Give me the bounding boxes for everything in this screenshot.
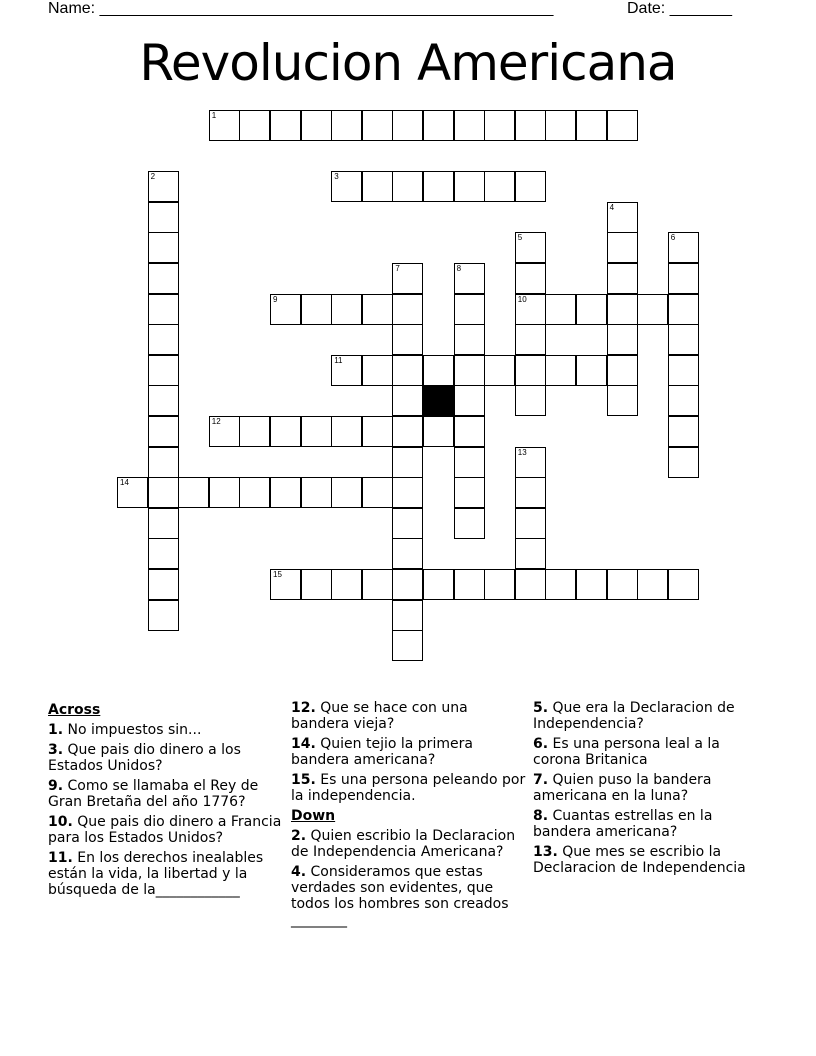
clue-text: Que pais dio dinero a Francia para los Estados Unidos? (48, 814, 282, 846)
clue-text: Consideramos que estas verdades son evidentes, que todos los hombres son creados ________ (291, 864, 509, 928)
grid-cell[interactable] (454, 385, 485, 416)
grid-cell[interactable] (362, 110, 393, 141)
cell-number: 1 (211, 111, 217, 120)
grid-cell[interactable] (454, 447, 485, 478)
grid-cell[interactable] (301, 477, 332, 508)
clue-down-4 (291, 864, 526, 928)
grid-cell[interactable] (301, 110, 332, 141)
cell-number: 14 (120, 478, 129, 488)
grid-cell[interactable] (392, 538, 423, 569)
grid-cell[interactable] (392, 110, 423, 141)
grid-cell[interactable] (515, 263, 546, 294)
clue-number: 6. (533, 736, 549, 752)
grid-cell[interactable] (454, 477, 485, 508)
grid-cell[interactable] (576, 569, 607, 600)
grid-cell[interactable] (392, 569, 423, 600)
clue-text: Que mes se escribio la Declaracion de Independencia (533, 844, 746, 876)
grid-cell[interactable] (515, 355, 546, 386)
clue-text: Que se hace con una bandera vieja? (291, 700, 468, 732)
grid-cell[interactable] (607, 232, 638, 263)
grid-cell[interactable] (545, 569, 576, 600)
grid-cell[interactable] (362, 294, 393, 325)
grid-cell[interactable] (239, 416, 270, 447)
grid-cell[interactable] (148, 385, 179, 416)
grid-cell[interactable] (454, 416, 485, 447)
grid-cell[interactable] (301, 569, 332, 600)
grid-cell[interactable] (423, 569, 454, 600)
clue-down-6 (533, 736, 768, 768)
grid-cell[interactable] (637, 294, 668, 325)
clues-column-2 (291, 700, 526, 932)
grid-cell[interactable] (668, 232, 699, 263)
grid-cell[interactable] (331, 416, 362, 447)
grid-cell[interactable] (392, 600, 423, 631)
grid-cell[interactable] (362, 477, 393, 508)
grid-cell[interactable] (331, 477, 362, 508)
grid-cell[interactable] (148, 294, 179, 325)
clue-number: 14. (291, 736, 316, 752)
grid-cell[interactable] (148, 538, 179, 569)
grid-cell[interactable] (607, 569, 638, 600)
clue-text: Que era la Declaracion de Independencia? (533, 700, 735, 732)
clue-number: 5. (533, 700, 549, 716)
grid-cell[interactable] (423, 171, 454, 202)
grid-cell[interactable] (668, 569, 699, 600)
grid-cell[interactable] (423, 110, 454, 141)
clue-across-3 (48, 742, 283, 774)
grid-cell[interactable] (668, 385, 699, 416)
clue-down-5 (533, 700, 768, 732)
grid-cell[interactable] (515, 294, 546, 325)
clue-text: Es una persona leal a la corona Britanica (533, 736, 720, 768)
grid-cell[interactable] (178, 477, 209, 508)
date-field[interactable]: Date: _______ (627, 0, 732, 17)
clues-column-1 (48, 700, 283, 902)
clue-text: Cuantas estrellas en la bandera americana? (533, 808, 713, 840)
grid-cell[interactable] (148, 202, 179, 233)
grid-cell[interactable] (515, 447, 546, 478)
grid-cell[interactable] (148, 416, 179, 447)
grid-cell[interactable] (270, 294, 301, 325)
clue-number: 10. (48, 814, 73, 830)
grid-cell[interactable] (423, 355, 454, 386)
cell-number: 15 (273, 570, 282, 579)
grid-cell[interactable] (515, 538, 546, 569)
cell-number: 5 (517, 233, 523, 243)
cell-number: 8 (456, 264, 462, 273)
grid-cell[interactable] (331, 171, 362, 202)
grid-cell[interactable] (454, 171, 485, 202)
grid-cell[interactable] (148, 324, 179, 355)
grid-cell[interactable] (331, 569, 362, 600)
grid-cell[interactable] (515, 477, 546, 508)
grid-cell[interactable] (117, 477, 148, 508)
grid-cell[interactable] (270, 477, 301, 508)
clue-number: 13. (533, 844, 558, 860)
grid-cell[interactable] (607, 355, 638, 386)
grid-cell[interactable] (301, 294, 332, 325)
grid-cell[interactable] (607, 385, 638, 416)
grid-cell[interactable] (607, 263, 638, 294)
grid-cell[interactable] (209, 110, 240, 141)
page-title: Revolucion Americana (139, 34, 677, 92)
clue-number: 8. (533, 808, 549, 824)
grid-cell[interactable] (392, 171, 423, 202)
grid-cell[interactable] (576, 294, 607, 325)
cell-number: 3 (334, 172, 339, 182)
grid-cell[interactable] (331, 110, 362, 141)
clue-number: 7. (533, 772, 549, 788)
black-cell (423, 385, 454, 416)
grid-cell[interactable] (454, 355, 485, 386)
grid-cell[interactable] (454, 110, 485, 141)
across-heading: Across (48, 702, 101, 718)
clue-number: 12. (291, 700, 316, 716)
grid-cell[interactable] (148, 600, 179, 631)
grid-cell[interactable] (515, 569, 546, 600)
clue-across-1 (48, 722, 283, 738)
grid-cell[interactable] (545, 110, 576, 141)
grid-cell[interactable] (515, 110, 546, 141)
grid-cell[interactable] (148, 477, 179, 508)
grid-cell[interactable] (362, 416, 393, 447)
grid-cell[interactable] (484, 110, 515, 141)
clue-text: En los derechos inealables están la vida, la libertad y la búsqueda de la____________ (48, 850, 264, 898)
clues-column-3 (533, 700, 768, 880)
grid-cell[interactable] (668, 263, 699, 294)
grid-cell[interactable] (515, 508, 546, 539)
clue-down-2 (291, 828, 526, 860)
grid-cell[interactable] (607, 110, 638, 141)
clue-across-12 (291, 700, 526, 732)
grid-cell[interactable] (362, 569, 393, 600)
grid-cell[interactable] (270, 110, 301, 141)
grid-cell[interactable] (301, 416, 332, 447)
clue-down-7 (533, 772, 768, 804)
clue-across-11 (48, 850, 283, 898)
clue-number: 4. (291, 864, 307, 880)
grid-cell[interactable] (423, 416, 454, 447)
cell-number: 9 (273, 294, 278, 304)
clue-text: Quien puso la bandera americana en la luna? (533, 772, 712, 804)
clue-text: Que pais dio dinero a los Estados Unidos? (48, 742, 241, 774)
grid-cell[interactable] (392, 416, 423, 447)
clue-text: Es una persona peleando por la independencia. (291, 772, 526, 804)
cell-number: 6 (670, 233, 676, 243)
grid-cell[interactable] (515, 232, 546, 263)
grid-cell[interactable] (545, 294, 576, 325)
grid-cell[interactable] (454, 324, 485, 355)
grid-cell[interactable] (392, 385, 423, 416)
clue-down-8 (533, 808, 768, 840)
grid-cell[interactable] (454, 263, 485, 294)
grid-cell[interactable] (392, 630, 423, 661)
grid-cell[interactable] (148, 263, 179, 294)
grid-cell[interactable] (668, 416, 699, 447)
grid-cell[interactable] (668, 324, 699, 355)
clue-across-9 (48, 778, 283, 810)
clue-number: 3. (48, 742, 64, 758)
grid-cell[interactable] (607, 324, 638, 355)
grid-cell[interactable] (392, 324, 423, 355)
grid-cell[interactable] (148, 447, 179, 478)
clue-number: 11. (48, 850, 73, 866)
grid-cell[interactable] (392, 477, 423, 508)
grid-cell[interactable] (607, 294, 638, 325)
cell-number: 13 (517, 447, 527, 457)
clue-across-15 (291, 772, 526, 804)
grid-cell[interactable] (392, 447, 423, 478)
grid-cell[interactable] (392, 355, 423, 386)
grid-cell[interactable] (331, 294, 362, 325)
grid-cell[interactable] (209, 477, 240, 508)
clue-number: 9. (48, 778, 64, 794)
clue-down-13 (533, 844, 768, 876)
clue-number: 2. (291, 828, 307, 844)
grid-cell[interactable] (209, 416, 240, 447)
grid-cell[interactable] (484, 569, 515, 600)
grid-cell[interactable] (668, 294, 699, 325)
grid-cell[interactable] (515, 324, 546, 355)
name-field[interactable]: Name: ___________________________________________________ (48, 0, 554, 17)
cell-number: 10 (517, 294, 527, 304)
grid-cell[interactable] (545, 355, 576, 386)
grid-cell[interactable] (148, 508, 179, 539)
cell-number: 11 (334, 355, 343, 365)
grid-cell[interactable] (148, 232, 179, 263)
grid-cell[interactable] (392, 508, 423, 539)
grid-cell[interactable] (331, 355, 362, 386)
grid-cell[interactable] (454, 508, 485, 539)
grid-cell[interactable] (484, 355, 515, 386)
clue-number: 1. (48, 722, 64, 738)
clue-text: Quien tejio la primera bandera americana? (291, 736, 473, 768)
grid-cell[interactable] (637, 569, 668, 600)
grid-cell[interactable] (239, 477, 270, 508)
clue-text: Como se llamaba el Rey de Gran Bretaña del año 1776? (48, 778, 259, 810)
grid-cell[interactable] (148, 569, 179, 600)
grid-cell[interactable] (454, 569, 485, 600)
grid-cell[interactable] (148, 355, 179, 386)
grid-cell[interactable] (239, 110, 270, 141)
grid-cell[interactable] (270, 569, 301, 600)
grid-cell[interactable] (668, 355, 699, 386)
grid-cell[interactable] (668, 447, 699, 478)
grid-cell[interactable] (362, 171, 393, 202)
grid-cell[interactable] (148, 171, 179, 202)
grid-cell[interactable] (576, 110, 607, 141)
cell-number: 12 (211, 417, 221, 426)
grid-cell[interactable] (392, 294, 423, 325)
grid-cell[interactable] (454, 294, 485, 325)
clue-across-14 (291, 736, 526, 768)
clue-text: Quien escribio la Declaracion de Independencia Americana? (291, 828, 516, 860)
grid-cell[interactable] (576, 355, 607, 386)
grid-cell[interactable] (515, 385, 546, 416)
cell-number: 7 (395, 264, 400, 273)
grid-cell[interactable] (515, 171, 546, 202)
grid-cell[interactable] (270, 416, 301, 447)
cell-number: 4 (609, 202, 615, 212)
down-heading: Down (291, 808, 336, 824)
grid-cell[interactable] (362, 355, 393, 386)
clue-number: 15. (291, 772, 316, 788)
grid-cell[interactable] (392, 263, 423, 294)
clue-across-10 (48, 814, 283, 846)
grid-cell[interactable] (607, 202, 638, 233)
clue-text: No impuestos sin... (63, 722, 202, 738)
grid-cell[interactable] (484, 171, 515, 202)
cell-number: 2 (150, 172, 156, 182)
